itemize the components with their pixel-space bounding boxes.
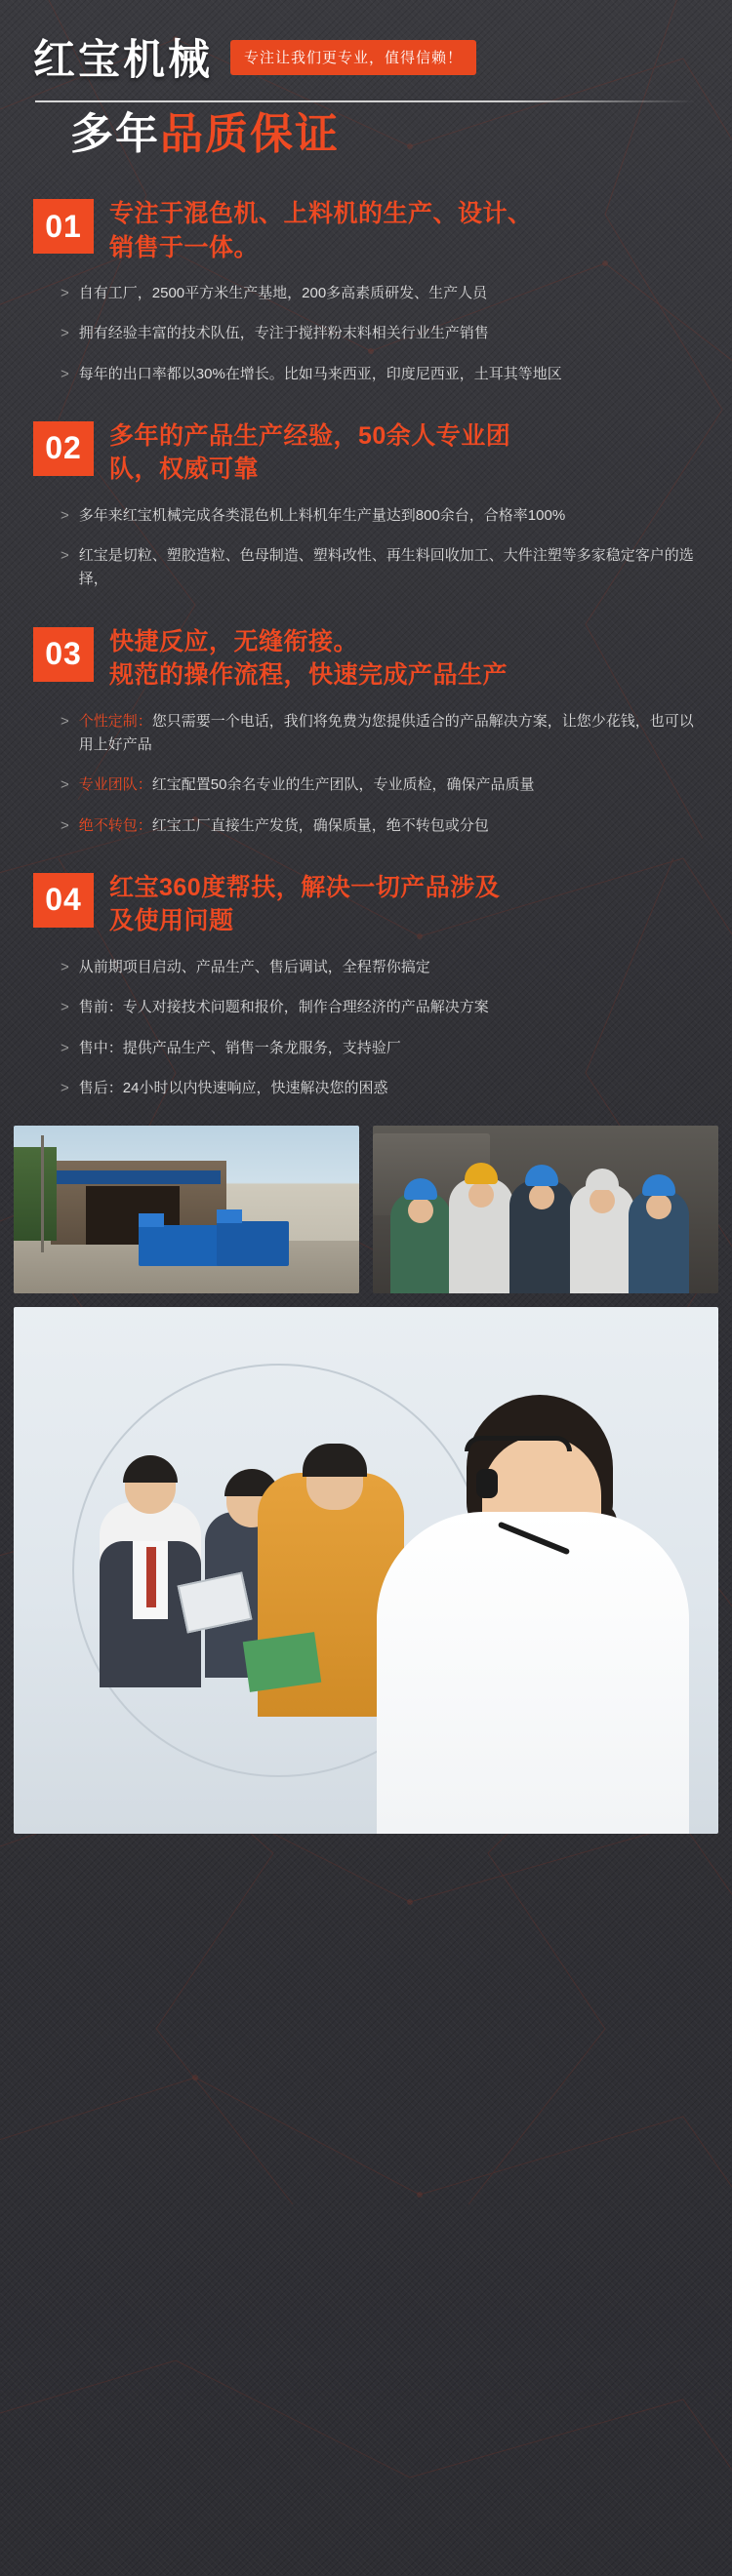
factory-pole xyxy=(41,1135,44,1252)
section-03-title xyxy=(109,625,508,693)
section-02-number: 02 xyxy=(33,421,94,476)
section-02-title-line-1: 多年的产品生产经验，50余人专业团 xyxy=(109,421,511,450)
safety-helmet-icon xyxy=(465,1163,498,1184)
section-03-bullets xyxy=(33,710,699,838)
list-item xyxy=(61,773,699,797)
list-item xyxy=(61,504,699,528)
bullet-text: 拥有经验丰富的技术队伍，专注于搅拌粉末料相关行业生产销售 xyxy=(78,325,489,342)
necktie xyxy=(146,1547,156,1607)
list-item xyxy=(61,282,699,305)
section-02-title-line-2: 队，权威可靠 xyxy=(109,456,260,484)
section-03-head xyxy=(33,625,699,693)
section-02 xyxy=(0,419,732,592)
section-02-title xyxy=(109,419,510,487)
list-item xyxy=(61,814,699,838)
bullet-marker: > xyxy=(61,285,69,301)
bullet-text: 售中：提供产品生产、销售一条龙服务，支持验厂 xyxy=(78,1039,401,1056)
bullet-text: 红宝是切粒、塑胶造粒、色母制造、塑料改性、再生料回收加工、大件注塑等多家稳定客户的选择， xyxy=(78,547,694,588)
bullet-marker: > xyxy=(61,325,69,342)
brand-row xyxy=(0,27,732,87)
bullet-marker: > xyxy=(61,958,69,975)
bullet-marker: > xyxy=(61,1039,69,1056)
bullet-body: 红宝工厂直接生产发货，确保质量，绝不转包或分包 xyxy=(151,816,489,834)
bullet-highlight: 绝不转包： xyxy=(78,816,152,834)
header-divider xyxy=(35,100,695,102)
factory-banner xyxy=(57,1170,221,1184)
worker-face xyxy=(408,1198,433,1223)
bullet-marker: > xyxy=(61,365,69,382)
factory-trees xyxy=(14,1147,57,1241)
section-02-bullets xyxy=(33,504,699,592)
factory-photo xyxy=(14,1126,359,1293)
bullet-marker: > xyxy=(61,776,69,794)
bullet-text: 每年的出口率都以30%在增长。比如马来西亚，印度尼西亚，土耳其等地区 xyxy=(78,365,562,382)
delivery-truck xyxy=(217,1221,289,1266)
bullet-body: 您只需要一个电话，我们将免费为您提供适合的产品解决方案，让您少花钱，也可以用上好产品 xyxy=(78,712,694,754)
team-photo xyxy=(373,1126,718,1293)
truck-cab xyxy=(217,1209,242,1223)
section-04-number: 04 xyxy=(33,873,94,928)
section-04-title-line-2: 及使用问题 xyxy=(109,907,234,935)
section-01 xyxy=(0,197,732,386)
bullet-marker: > xyxy=(61,999,69,1016)
truck-cab xyxy=(139,1213,164,1227)
bullet-text: 售前：专人对接技术问题和报价，制作合理经济的产品解决方案 xyxy=(78,999,489,1016)
list-item xyxy=(61,544,699,592)
bullet-text: 售后：24小时以内快速响应，快速解决您的困惑 xyxy=(78,1079,388,1096)
customer-service-photo xyxy=(14,1307,718,1834)
folder-prop xyxy=(243,1632,322,1692)
worker-face xyxy=(529,1184,554,1209)
bullet-highlight: 专业团队： xyxy=(78,776,152,794)
section-04-title xyxy=(109,871,500,938)
worker-face xyxy=(590,1188,615,1213)
brand-title: 红宝机械 xyxy=(33,37,213,84)
agent-figure xyxy=(377,1512,689,1834)
headset-earpiece-icon xyxy=(476,1469,498,1498)
section-04-title-line-1: 红宝360度帮扶，解决一切产品涉及 xyxy=(109,873,501,901)
list-item xyxy=(61,1077,699,1100)
bullet-marker: > xyxy=(61,547,69,565)
section-03 xyxy=(0,625,732,838)
safety-helmet-icon xyxy=(586,1169,619,1190)
bullet-text xyxy=(79,710,699,758)
worker-face xyxy=(646,1194,671,1219)
list-item xyxy=(61,710,699,758)
header-subtitle-red: 品质保证 xyxy=(160,110,340,158)
list-item xyxy=(61,363,699,386)
photo-row xyxy=(14,1126,718,1293)
section-04-head xyxy=(33,871,699,938)
list-item xyxy=(61,996,699,1019)
list-item xyxy=(61,322,699,345)
delivery-truck xyxy=(139,1225,223,1266)
bullet-text: 自有工厂，2500平方米生产基地，200多高素质研发、生产人员 xyxy=(78,285,488,301)
header-subtitle xyxy=(0,112,732,157)
bullet-highlight: 个性定制： xyxy=(78,712,152,730)
bullet-text: 多年来红宝机械完成各类混色机上料机年生产量达到800余台，合格率100% xyxy=(78,506,566,524)
bullet-marker: > xyxy=(61,712,69,730)
poster-header xyxy=(0,0,732,164)
section-01-title-line-2: 销售于一体。 xyxy=(109,233,260,261)
section-01-title xyxy=(109,197,533,264)
bullet-marker: > xyxy=(61,1079,69,1096)
headset-icon xyxy=(465,1436,572,1451)
section-03-title-line-1: 快捷反应，无缝衔接。 xyxy=(109,627,359,655)
header-subtitle-white: 多年 xyxy=(70,110,160,158)
list-item xyxy=(61,956,699,979)
section-01-head xyxy=(33,197,699,264)
bullet-text: 从前期项目启动、产品生产、售后调试，全程帮你搞定 xyxy=(78,958,430,975)
section-03-number: 03 xyxy=(33,627,94,682)
section-04 xyxy=(0,871,732,1100)
bullet-body: 红宝配置50余名专业的生产团队，专业质检，确保产品质量 xyxy=(151,776,535,794)
bullet-marker: > xyxy=(61,816,69,834)
safety-helmet-icon xyxy=(642,1174,675,1196)
bullet-text xyxy=(79,773,699,797)
section-01-bullets xyxy=(33,282,699,386)
list-item xyxy=(61,1037,699,1060)
section-02-head xyxy=(33,419,699,487)
section-01-number: 01 xyxy=(33,199,94,254)
worker-face xyxy=(468,1182,494,1208)
bullet-text xyxy=(79,814,699,838)
safety-helmet-icon xyxy=(525,1165,558,1186)
section-01-title-line-1: 专注于混色机、上料机的生产、设计、 xyxy=(109,200,533,227)
brand-tagline-badge: 专注让我们更专业，值得信赖！ xyxy=(230,40,476,75)
section-04-bullets xyxy=(33,956,699,1100)
section-03-title-line-2: 规范的操作流程，快速完成产品生产 xyxy=(109,661,508,690)
bullet-marker: > xyxy=(61,506,69,524)
